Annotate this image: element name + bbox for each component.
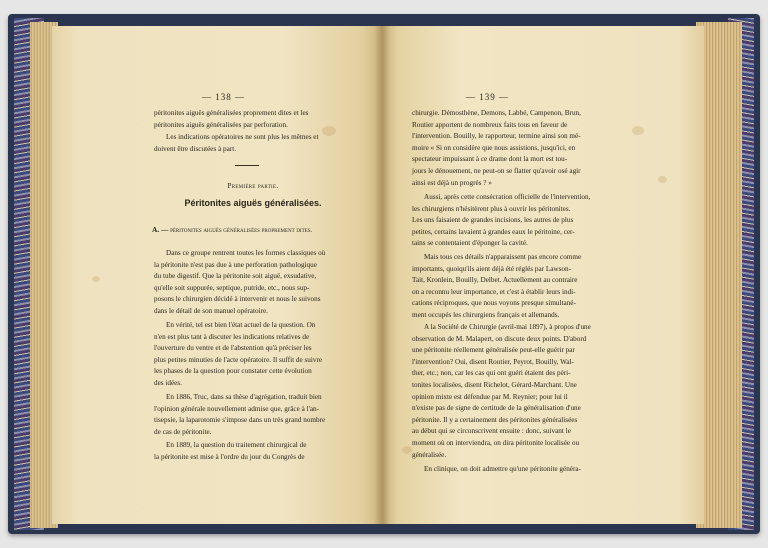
foxing-spot — [402, 446, 412, 454]
foxing-spot — [658, 176, 667, 183]
page-number: — 139 — — [466, 92, 509, 102]
foxing-spot — [632, 126, 644, 135]
book-gutter — [374, 26, 390, 524]
separator-rule — [235, 165, 259, 166]
paragraph: chirurgie. Démosthène, Demons, Labbé, Campenon, Brun, Routier apportent de nombreux faits tous en faveur de l'intervention. Bouilly, le rapporteur, termine ainsi son mé- moire « Si on considère que nous assistions, jusqu'ici, en spectateur impuissant à ce drame dont la mort est tou- jours le dénouement, ne peut-on se flatter qu'avoir osé agir ainsi est déjà un progrès ? » — [412, 109, 581, 187]
paragraph: En clinique, on doit admettre qu'une péritonite généra- — [424, 465, 581, 473]
subsection-title: péritonites aiguës généralisées proprement dites. — [170, 227, 313, 234]
open-book — [8, 14, 760, 534]
left-page[interactable] — [52, 26, 382, 524]
paragraph: Dans ce groupe rentrent toutes les formes classiques où la péritonite n'est pas due à une perforation pathologique du tube digestif. Que la péritonite soit aiguë, exsudative, qu'elle soit suppurée, septique, putride, etc., nous sup- posons le chirurgien décidé à intervenir et nous le suivons dans le détail de son manuel opératoire. — [154, 249, 326, 315]
subsection-letter: A. — — [152, 225, 169, 234]
right-page[interactable] — [382, 26, 704, 524]
paragraph: En vérité, tel est bien l'état actuel de la question. On n'en est plus tant à discuter les indications relatives de l'ouverture du ventre et de l'abstention qu'à préciser les plus petites minuties de l'acte opératoire. Il suffit de suivre les phases de la question pour constater cette évolution des idées. — [154, 321, 323, 387]
foxing-spot — [92, 276, 100, 282]
intro-text: péritonites aiguës généralisées proprement dites et les péritonites aiguës généralisées par perforation. — [154, 109, 309, 129]
page-number: — 138 — — [202, 92, 245, 102]
paragraph: Aussi, après cette consécration officielle de l'intervention, les chirurgiens n'hésitèrent plus à ouvrir les péritonites. Les uns faisaient de grandes incisions, les autres de plus petites, certains lavaient à grandes eaux le péritoine, cer- tains se contentaient d'éponger la cavité. — [412, 193, 591, 248]
part-heading: Première partie. — [227, 182, 279, 190]
paragraph: Mais tous ces détails n'apparaissent pas encore comme importants, quoiqu'ils aient déjà été réglés par Lawson- Tait, Kronlein, Bouilly, Delbet. Actuellement au contraire on a reconnu leur importance, et c'est à établir leurs indi- cations réciproques, que nous voyons presque simultané- ment occupés les chirurgiens français et allemands. — [412, 253, 582, 319]
paragraph: A la Société de Chirurgie (avril-mai 1897), à propos d'une observation de M. Malapert, on discute deux points. D'abord une péritonite réellement généralisée peut-elle guérir par l'intervention? Oui, disent Routier, Peyrot, Bouilly, Wal- ther, etc.; non, car les cas qui ont guéri étaient des péri- tonites localisées, disent Richelot, Gérard-Marchant. Une opinion mixte est défendue par M. Reynier; pour lui il n'existe pas de signe de certitude de la généralisation d'une péritonite. Il y a certainement des péritonites généralisées au début qui se circonscrivent ensuite : donc, suivant le moment où on interviendra, on dira péritonite localisée ou généralisée. — [412, 323, 591, 459]
paragraph: En 1886, Truc, dans sa thèse d'agrégation, traduit bien l'opinion générale nouvellement admise que, grâce à l'an- tisepsie, la laparotomie s'impose dans un très grand nombre de cas de péritonite. — [154, 393, 326, 436]
indications-text: Les indications opératoires ne sont plus les mêmes et doivent être discutées à part. — [154, 133, 319, 153]
subsection-heading — [152, 225, 362, 234]
section-title: Péritonites aiguës généralisées. — [184, 198, 322, 208]
paragraph: En 1889, la question du traitement chirurgical de la péritonite est mise à l'ordre du jour du Congrès de — [154, 441, 307, 461]
